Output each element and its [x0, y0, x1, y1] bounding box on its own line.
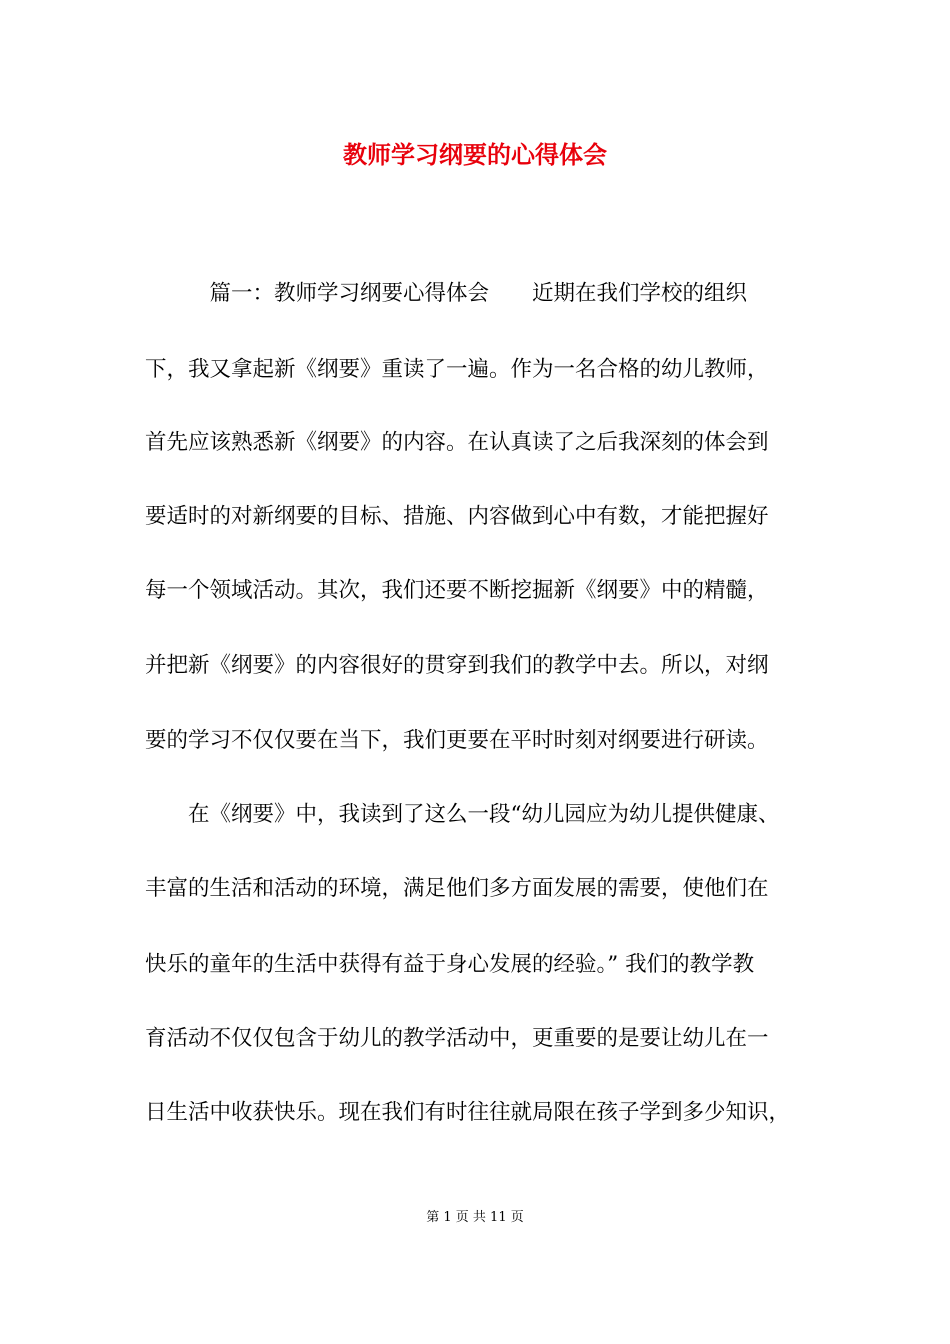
body-line: 并把新《纲要》的内容很好的贯穿到我们的教学中去。所以，对纲	[145, 653, 769, 678]
body-line: 丰富的生活和活动的环境，满足他们多方面发展的需要，使他们在	[145, 876, 769, 901]
body-line: 要的学习不仅仅要在当下，我们更要在平时时刻对纲要进行研读。	[145, 728, 769, 753]
page-number-footer: 第 1 页 共 11 页	[426, 1210, 524, 1225]
body-line: 日生活中收获快乐。现在我们有时往往就局限在孩子学到多少知识，	[145, 1100, 791, 1125]
document-title: 教师学习纲要的心得体会	[343, 140, 607, 169]
body-line: 在《纲要》中，我读到了这么一段“幼儿园应为幼儿提供健康、	[145, 802, 780, 827]
body-line: 篇一：教师学习纲要心得体会 近期在我们学校的组织	[145, 281, 748, 306]
body-line: 首先应该熟悉新《纲要》的内容。在认真读了之后我深刻的体会到	[145, 430, 769, 455]
body-line: 育活动不仅仅包含于幼儿的教学活动中，更重要的是要让幼儿在一	[145, 1026, 769, 1051]
body-line: 每一个领域活动。其次，我们还要不断挖掘新《纲要》中的精髓，	[145, 578, 769, 603]
body-line: 快乐的童年的生活中获得有益于身心发展的经验。” 我们的教学教	[145, 952, 755, 977]
body-line: 要适时的对新纲要的目标、措施、内容做到心中有数，才能把握好	[145, 504, 769, 529]
body-line: 下，我又拿起新《纲要》重读了一遍。作为一名合格的幼儿教师，	[145, 357, 769, 382]
